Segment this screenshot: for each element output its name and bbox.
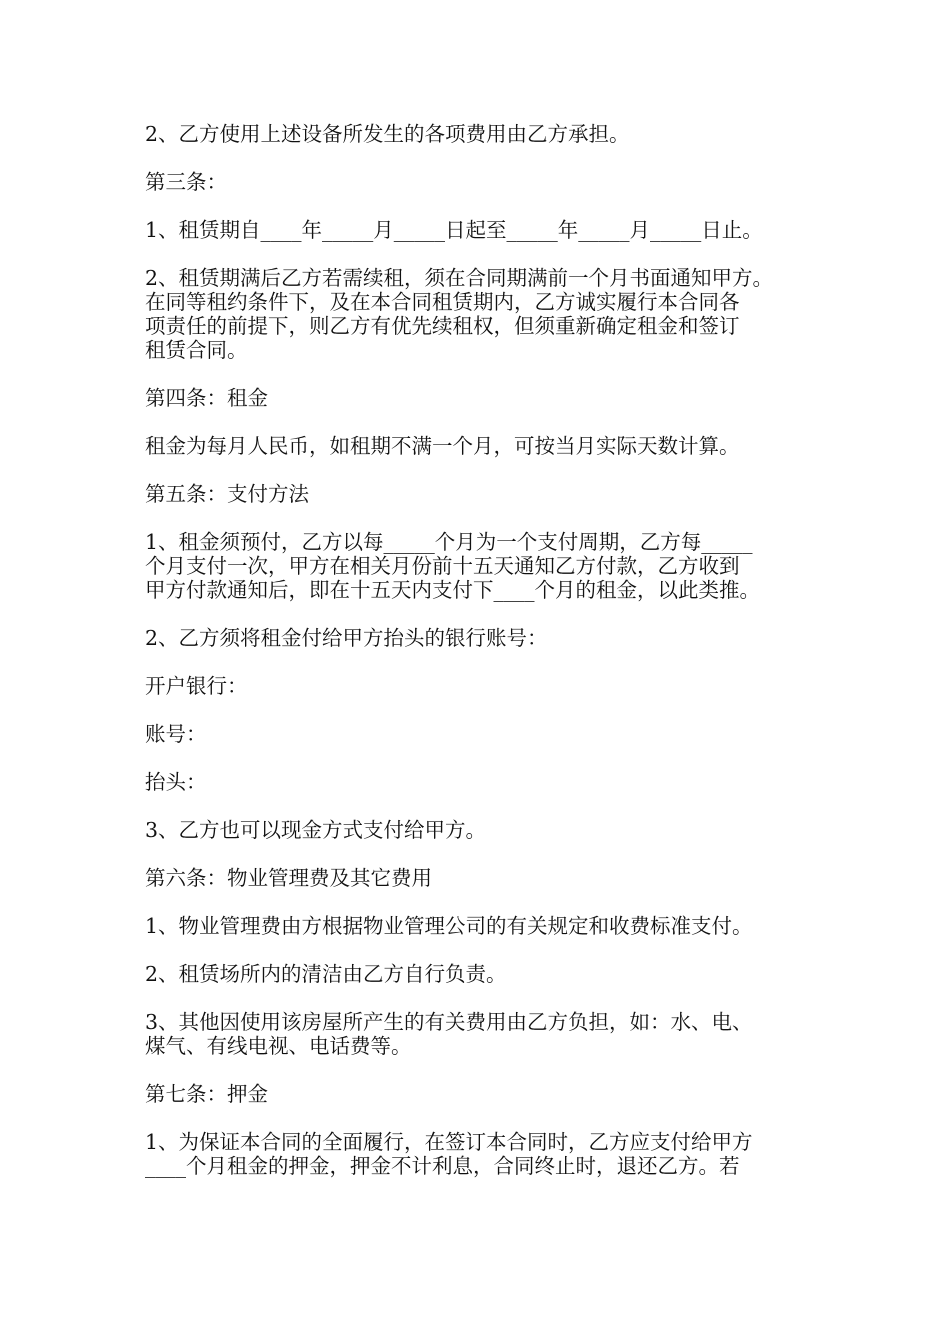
text-line: 个月支付一次，甲方在相关月份前十五天通知乙方付款，乙方收到 [145,554,740,578]
document-paragraph [145,626,810,650]
text-line: 第五条：支付方法 [145,482,309,506]
text-line: 1、为保证本合同的全面履行，在签订本合同时，乙方应支付给甲方 [145,1130,753,1154]
document-paragraph [145,122,810,146]
text-line: 3、乙方也可以现金方式支付给甲方。 [145,818,487,842]
document-paragraph [145,386,810,410]
document-paragraph [145,818,810,842]
document-paragraph [145,722,810,746]
text-line: 租金为每月人民币，如租期不满一个月，可按当月实际天数计算。 [145,434,740,458]
text-line: 2、租赁场所内的清洁由乙方自行负责。 [145,962,507,986]
text-line: 第四条：租金 [145,386,268,410]
text-line: 第七条：押金 [145,1082,268,1106]
document-paragraph [145,1010,810,1058]
document-paragraph [145,866,810,890]
document-paragraph [145,674,810,698]
text-line: 1、租金须预付，乙方以每_____个月为一个支付周期，乙方每_____ [145,530,753,554]
text-line: 1、物业管理费由方根据物业管理公司的有关规定和收费标准支付。 [145,914,753,938]
text-line: 在同等租约条件下，及在本合同租赁期内，乙方诚实履行本合同各 [145,290,740,314]
text-line: 甲方付款通知后，即在十五天内支付下____个月的租金，以此类推。 [145,578,760,602]
text-line: 第三条： [145,170,227,194]
text-line: 2、乙方须将租金付给甲方抬头的银行账号： [145,626,548,650]
document-paragraph [145,266,810,362]
text-line: 账号： [145,722,207,746]
document-paragraph [145,962,810,986]
document-paragraph [145,530,810,602]
document-paragraph [145,434,810,458]
document-paragraph [145,218,810,242]
document-paragraph [145,914,810,938]
text-line: 1、租赁期自____年_____月_____日起至_____年_____月_____日止。 [145,218,763,242]
text-line: 抬头： [145,770,207,794]
document-body [145,122,810,1202]
text-line: 2、乙方使用上述设备所发生的各项费用由乙方承担。 [145,122,630,146]
text-line: 煤气、有线电视、电话费等。 [145,1034,412,1058]
text-line: 第六条：物业管理费及其它费用 [145,866,432,890]
text-line: ____个月租金的押金，押金不计利息，合同终止时，退还乙方。若 [145,1154,740,1178]
document-paragraph [145,1082,810,1106]
document-paragraph [145,770,810,794]
document-paragraph [145,1130,810,1178]
document-paragraph [145,170,810,194]
text-line: 开户银行： [145,674,248,698]
document-paragraph [145,482,810,506]
text-line: 2、租赁期满后乙方若需续租，须在合同期满前一个月书面通知甲方。 [145,266,774,290]
text-line: 租赁合同。 [145,338,248,362]
text-line: 3、其他因使用该房屋所产生的有关费用由乙方负担，如：水、电、 [145,1010,753,1034]
text-line: 项责任的前提下，则乙方有优先续租权，但须重新确定租金和签订 [145,314,740,338]
